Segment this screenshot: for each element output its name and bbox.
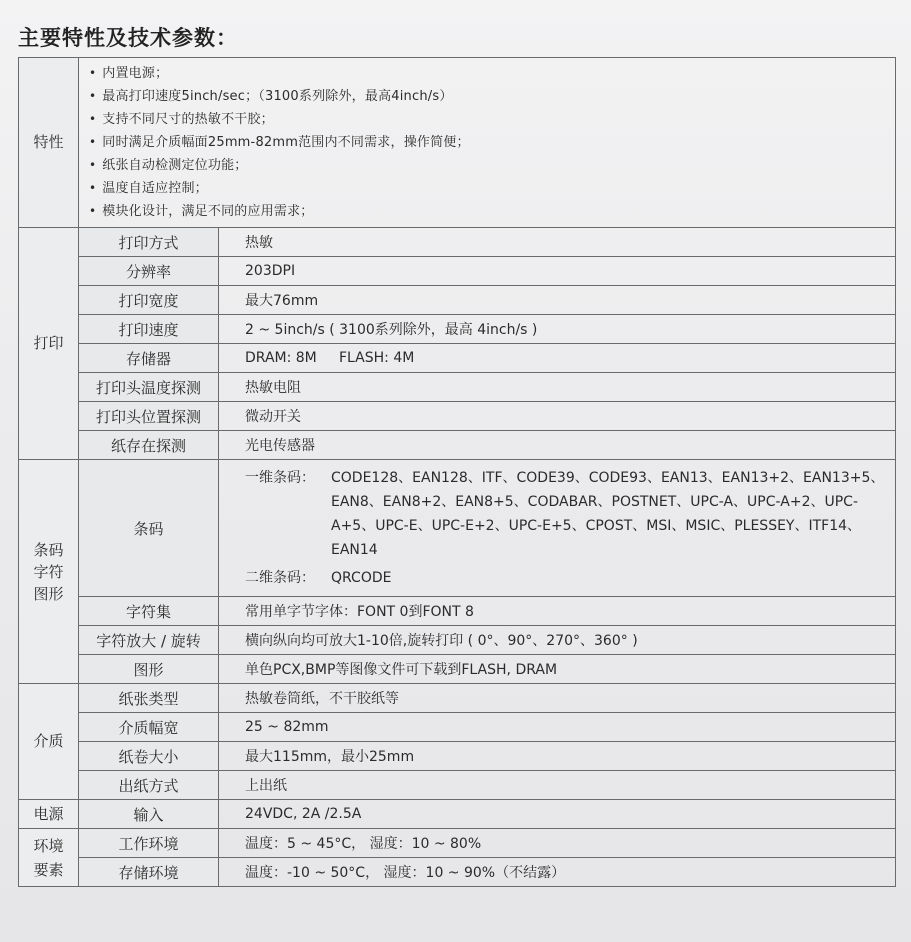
- spec-label: 打印速度: [79, 315, 219, 344]
- category-features: 特性: [19, 58, 79, 228]
- category-print: 打印: [19, 228, 79, 460]
- feature-item: • 内置电源；: [89, 62, 895, 85]
- spec-value: 微动开关: [219, 402, 896, 431]
- page-title: 主要特性及技术参数：: [18, 26, 238, 50]
- spec-label: 打印方式: [79, 228, 219, 257]
- spec-label: 分辨率: [79, 257, 219, 286]
- spec-value: 24VDC, 2A /2.5A: [219, 800, 896, 829]
- spec-label: 纸卷大小: [79, 742, 219, 771]
- spec-label: 存储环境: [79, 858, 219, 887]
- spec-label: 介质幅宽: [79, 713, 219, 742]
- barcode-1d-value: CODE128、EAN128、ITF、CODE39、CODE93、EAN13、EAN13+2、EAN13+5、EAN8、EAN8+2、EAN8+5、CODABAR、POSTNET、UPC-A、UPC-A+2、UPC-A+5、UPC-E、UPC-E+2、UPC-E+5、CPOST、MSI、MSIC、PLESSEY、ITF14、EAN14: [331, 470, 885, 558]
- spec-value: 常用单字节字体：FONT 0到FONT 8: [219, 597, 896, 626]
- feature-item: • 纸张自动检测定位功能；: [89, 154, 895, 177]
- spec-value: 最大115mm，最小25mm: [219, 742, 896, 771]
- feature-item: • 同时满足介质幅面25mm-82mm范围内不同需求，操作简便；: [89, 131, 895, 154]
- barcode-2d-value: QRCODE: [331, 570, 392, 586]
- spec-value: DRAM: 8M FLASH: 4M: [219, 344, 896, 373]
- spec-value: 温度：-10 ~ 50°C， 湿度：10 ~ 90%（不结露）: [219, 858, 896, 887]
- spec-label: 工作环境: [79, 829, 219, 858]
- spec-value: 2 ~ 5inch/s ( 3100系列除外，最高 4inch/s ): [219, 315, 896, 344]
- spec-table: [18, 57, 896, 887]
- spec-value: 单色PCX,BMP等图像文件可下载到FLASH, DRAM: [219, 655, 896, 684]
- spec-value: 热敏卷筒纸，不干胶纸等: [219, 684, 896, 713]
- spec-label: 图形: [79, 655, 219, 684]
- spec-value: 25 ~ 82mm: [219, 713, 896, 742]
- spec-label: 条码: [79, 460, 219, 597]
- spec-value: 最大76mm: [219, 286, 896, 315]
- category-barcode: [19, 460, 79, 684]
- feature-item: • 模块化设计，满足不同的应用需求；: [89, 200, 895, 223]
- category-media: 介质: [19, 684, 79, 800]
- spec-label: 字符集: [79, 597, 219, 626]
- spec-label: 输入: [79, 800, 219, 829]
- barcode-cell: [219, 460, 896, 597]
- category-environment: [19, 829, 79, 887]
- category-environment-label: 环境要素: [33, 836, 64, 879]
- spec-label: 存储器: [79, 344, 219, 373]
- category-barcode-label: 条码字符图形: [33, 540, 64, 603]
- features-cell: [79, 58, 896, 228]
- spec-value: 热敏电阻: [219, 373, 896, 402]
- spec-value: 203DPI: [219, 257, 896, 286]
- spec-label: 出纸方式: [79, 771, 219, 800]
- spec-value: 上出纸: [219, 771, 896, 800]
- spec-value: 横向纵向均可放大1-10倍,旋转打印 ( 0°、90°、270°、360° ): [219, 626, 896, 655]
- category-power: 电源: [19, 800, 79, 829]
- spec-label: 打印头位置探测: [79, 402, 219, 431]
- spec-label: 字符放大 / 旋转: [79, 626, 219, 655]
- spec-label: 打印头温度探测: [79, 373, 219, 402]
- feature-item: • 温度自适应控制；: [89, 177, 895, 200]
- spec-value: 热敏: [219, 228, 896, 257]
- feature-item: • 支持不同尺寸的热敏不干胶；: [89, 108, 895, 131]
- spec-label: 打印宽度: [79, 286, 219, 315]
- spec-value: 光电传感器: [219, 431, 896, 460]
- features-list: [89, 62, 895, 223]
- spec-label: 纸张类型: [79, 684, 219, 713]
- feature-item: • 最高打印速度5inch/sec；（3100系列除外，最高4inch/s）: [89, 85, 895, 108]
- spec-label: 纸存在探测: [79, 431, 219, 460]
- spec-value: 温度：5 ~ 45°C， 湿度：10 ~ 80%: [219, 829, 896, 858]
- barcode-1d-key: 一维条码：: [245, 470, 315, 486]
- barcode-2d-key: 二维条码：: [245, 570, 315, 586]
